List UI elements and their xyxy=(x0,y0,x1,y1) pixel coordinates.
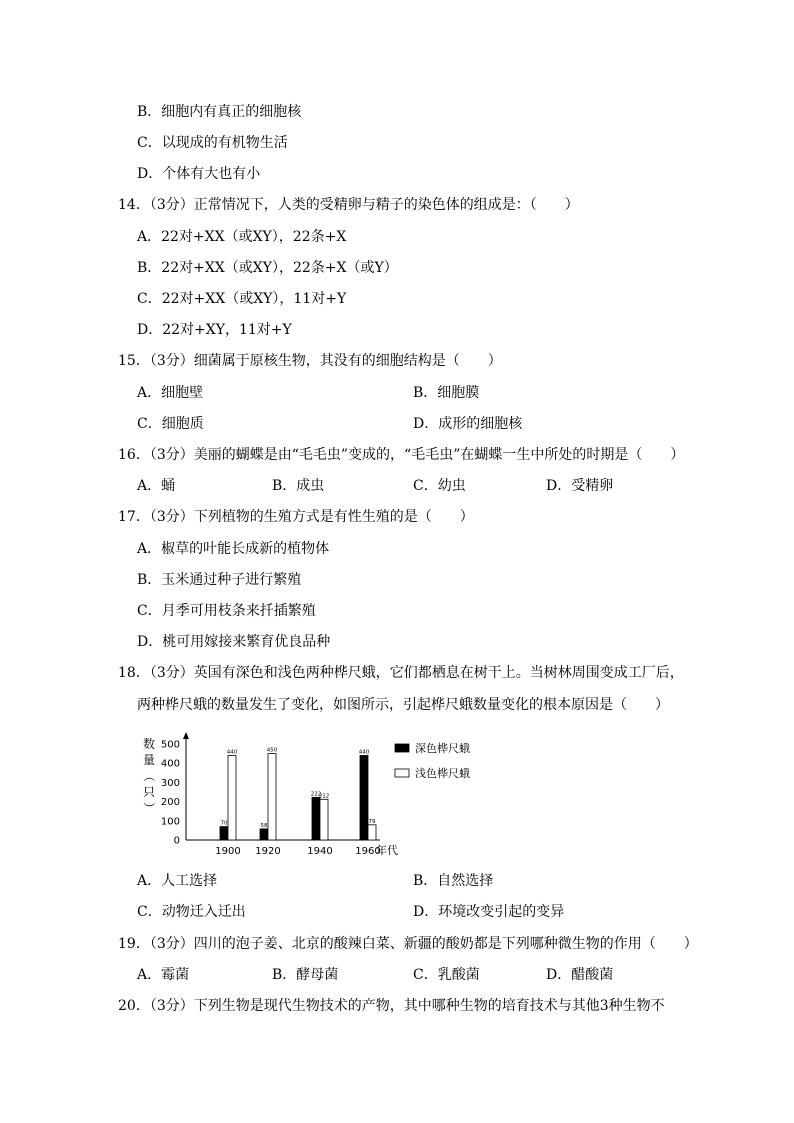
bar-value-label: 222 xyxy=(310,791,322,798)
y-axis-label-char: 量 xyxy=(142,753,156,767)
q16-stem: 16．（3分）美丽的蝴蝶是由“毛毛虫”变成的，“毛毛虫”在蝴蝶一生中所处的时期是（ ） xyxy=(118,447,685,463)
q19-option-b[interactable]: B．酵母菌 xyxy=(272,967,339,983)
q13-option-c[interactable]: C．以现成的有机物生活 xyxy=(137,135,288,151)
q17-option-b[interactable]: B．玉米通过种子进行繁殖 xyxy=(137,572,302,588)
q19-option-c[interactable]: C．乳酸菌 xyxy=(413,967,480,983)
y-axis-label-char: （ xyxy=(142,769,156,783)
q16-option-d[interactable]: D．受精卵 xyxy=(546,478,614,494)
legend-swatch xyxy=(395,744,409,752)
q18-option-a[interactable]: A．人工选择 xyxy=(137,873,218,889)
q15-option-a[interactable]: A．细胞壁 xyxy=(137,385,204,401)
bar-1920-dark xyxy=(260,829,268,840)
q14-option-c[interactable]: C．22对+XX（或XY），11对+Y xyxy=(137,291,347,307)
chart-axes xyxy=(183,732,380,840)
q18-option-b[interactable]: B．自然选择 xyxy=(413,873,494,889)
q19-stem: 19．（3分）四川的泡子姜、北京的酸辣白菜、新疆的酸奶都是下列哪种微生物的作用（ ） xyxy=(118,936,698,952)
y-axis-label xyxy=(142,736,156,814)
y-tick-label: 0 xyxy=(173,835,180,847)
bar-value-label: 58 xyxy=(260,822,268,829)
x-tick-label: 1920 xyxy=(255,846,281,857)
bar-value-label: 450 xyxy=(266,747,278,754)
q19-option-d[interactable]: D．醋酸菌 xyxy=(546,967,614,983)
bar-value-label: 440 xyxy=(226,749,238,756)
q17-option-a[interactable]: A．椒草的叶能长成新的植物体 xyxy=(137,541,330,557)
q13-option-d[interactable]: D．个体有大也有小 xyxy=(137,166,261,182)
y-axis-label-char: 数 xyxy=(142,737,156,751)
bar-1940-light xyxy=(320,799,328,840)
bar-value-label: 70 xyxy=(220,820,228,827)
legend-swatch xyxy=(395,769,409,777)
q18-option-d[interactable]: D．环境改变引起的变异 xyxy=(413,904,565,920)
bar-1900-light xyxy=(228,756,236,840)
q14-option-d[interactable]: D．22对+XY，11对+Y xyxy=(137,322,292,338)
x-axis-label: 年代 xyxy=(376,844,398,857)
bar-1960-dark xyxy=(360,756,368,840)
q15-option-c[interactable]: C．细胞质 xyxy=(137,416,204,432)
q17-option-c[interactable]: C．月季可用枝条来扦插繁殖 xyxy=(137,603,316,619)
x-tick-label: 1900 xyxy=(215,846,241,857)
y-tick-label: 300 xyxy=(160,777,180,789)
y-axis-arrow xyxy=(183,732,189,739)
q18-stem: 18．（3分）英国有深色和浅色两种桦尺蛾，它们都栖息在树干上。当树林周围变成工厂后， xyxy=(118,665,684,681)
y-tick-label: 200 xyxy=(160,797,180,809)
q18-option-c[interactable]: C．动物迁入迁出 xyxy=(137,904,246,920)
bar-1900-dark xyxy=(220,827,228,840)
chart-legend xyxy=(395,741,470,780)
q20-stem: 20．（3分）下列生物是现代生物技术的产物，其中哪种生物的培育技术与其他3种生物不 xyxy=(118,998,665,1014)
moth-population-chart xyxy=(140,730,470,860)
q15-option-b[interactable]: B．细胞膜 xyxy=(413,385,480,401)
y-axis-label-char: ） xyxy=(142,801,156,815)
y-tick-label: 100 xyxy=(160,816,180,828)
bar-value-label: 212 xyxy=(318,793,330,800)
q18-stem-continued: 两种桦尺蛾的数量发生了变化，如图所示，引起桦尺蛾数量变化的根本原因是（ ） xyxy=(137,697,669,713)
legend-label: 浅色桦尺蛾 xyxy=(415,767,470,780)
q16-option-a[interactable]: A．蛹 xyxy=(137,478,176,494)
chart-bars xyxy=(220,754,376,840)
q14-option-a[interactable]: A．22对+XX（或XY），22条+X xyxy=(137,229,347,245)
q16-option-c[interactable]: C．幼虫 xyxy=(413,478,466,494)
bar-1920-light xyxy=(268,754,276,840)
q14-stem: 14．（3分）正常情况下，人类的受精卵与精子的染色体的组成是：（ ） xyxy=(118,197,579,213)
q14-option-b[interactable]: B．22对+XX（或XY），22条+X（或Y） xyxy=(137,260,398,276)
q17-option-d[interactable]: D．桃可用嫁接来繁育优良品种 xyxy=(137,634,331,650)
q17-stem: 17．（3分）下列植物的生殖方式是有性生殖的是（ ） xyxy=(118,509,474,525)
q15-option-d[interactable]: D．成形的细胞核 xyxy=(413,416,523,432)
x-tick-label: 1960 xyxy=(355,846,381,857)
y-tick-label: 400 xyxy=(160,758,180,770)
bar-1940-dark xyxy=(312,797,320,840)
bar-1960-light xyxy=(368,825,376,840)
q15-stem: 15．（3分）细菌属于原核生物，其没有的细胞结构是（ ） xyxy=(118,353,502,369)
y-axis-label-char: 只 xyxy=(142,785,156,799)
q19-option-a[interactable]: A．霉菌 xyxy=(137,967,190,983)
legend-label: 深色桦尺蛾 xyxy=(415,742,470,755)
q16-option-b[interactable]: B．成虫 xyxy=(272,478,325,494)
q13-option-b[interactable]: B．细胞内有真正的细胞核 xyxy=(137,104,302,120)
bar-value-label: 79 xyxy=(368,818,376,825)
bar-value-label: 440 xyxy=(358,749,370,756)
x-tick-label: 1940 xyxy=(307,846,333,857)
y-tick-label: 500 xyxy=(160,739,180,751)
